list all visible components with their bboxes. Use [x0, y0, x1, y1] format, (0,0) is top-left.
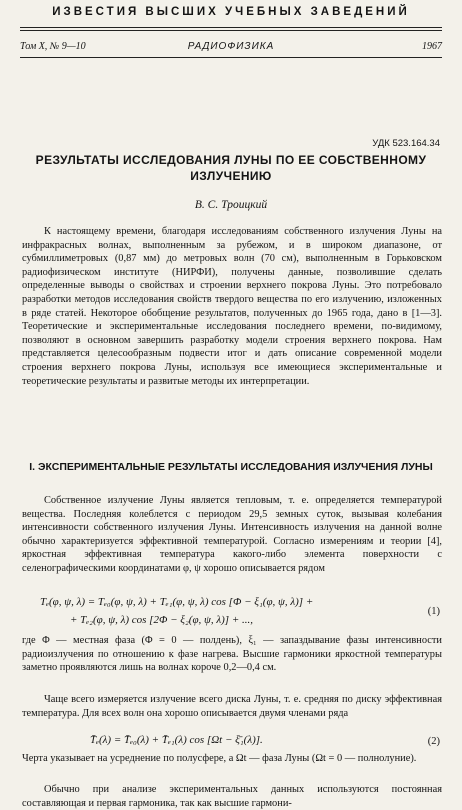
paragraph-2: где Φ — местная фаза (Φ = 0 — полдень), ξ₁ — запаздывание фазы интенсивности радиоизлучения по отношению к фазе нагрева. Высшие гармоники яркостной температуры заметно проявляются лишь на волнах короче 0,2—0,4 см.: [22, 635, 442, 674]
article-author: В. С. Троицкий: [194, 199, 268, 211]
paragraph-3: Чаще всего измеряется излучение всего диска Луны, т. е. средняя по диску эффективная температура. Для всех волн она хорошо описывается двумя членами ряда: [22, 694, 442, 719]
article-title: РЕЗУЛЬТАТЫ ИССЛЕДОВАНИЯ ЛУНЫ ПО ЕЕ СОБСТВЕННОМУ ИЗЛУЧЕНИЮ: [35, 153, 427, 183]
section-heading: I. ЭКСПЕРИМЕНТАЛЬНЫЕ РЕЗУЛЬТАТЫ ИССЛЕДОВАНИЯ ИЗЛУЧЕНИЯ ЛУНЫ: [29, 461, 433, 473]
equation-2: T̄ₑ(λ) = T̄ₑ₀(λ) + T̄ₑ₁(λ) cos [Ωt − ξ̄₁(λ)].: [90, 734, 263, 746]
udk-code: УДК 523.164.34: [372, 138, 440, 149]
journal-title: ИЗВЕСТИЯ ВЫСШИХ УЧЕБНЫХ ЗАВЕДЕНИЙ: [52, 6, 410, 18]
paragraph-1: Собственное излучение Луны является тепловым, т. е. определяется температурой вещества. Последняя колеблется с периодом 29,5 земных суток, вызывая колебания интенсивности собственного излучения Луны. Интенсивность излучения на данной волне обычно характеризуется эффективной температурой. Согласно измерениям и теории [4], яркостная эффективная температура какого-либо элемента поверхности с селенографическими координатами φ, ψ хорошо описывается рядом: [22, 495, 442, 574]
equation-1-line-2: + Tₑ₂(φ, ψ, λ) cos [2Φ − ξ₂(φ, ψ, λ)] + ...,: [70, 614, 253, 626]
equation-2-number: (2): [427, 736, 440, 747]
header-rule-bottom: [20, 57, 442, 58]
header-rule-top: [20, 27, 442, 28]
running-header: [20, 41, 442, 55]
equation-1-number: (1): [427, 606, 440, 617]
header-rule-inner: [20, 30, 442, 31]
volume-issue: Том X, № 9—10: [20, 41, 86, 52]
paragraph-5: Обычно при анализе экспериментальных данных используются постоянная составляющая и первая гармоника, так как высшие гармони-: [22, 784, 442, 809]
equation-1-line-1: Tₑ(φ, ψ, λ) = Tₑ₀(φ, ψ, λ) + Tₑ₁(φ, ψ, λ) cos [Φ − ξ₁(φ, ψ, λ)] +: [40, 596, 314, 608]
publication-year: 1967: [422, 41, 442, 52]
paragraph-4: Черта указывает на усреднение по полусфере, а Ωt — фаза Луны (Ωt = 0 — полнолуние).: [22, 753, 417, 764]
journal-subject: РАДИОФИЗИКА: [187, 41, 275, 52]
abstract-paragraph: К настоящему времени, благодаря исследованиям собственного излучения Луны на инфракрасных волнах, выполненным за рубежом, и в широком диапазоне, от субмиллиметровых (0,87 мм) до метровых волн (70 см), выполненным в Горьковском радиофизическом институте (НИРФИ), получены данные, позволившие сделать определенные выводы о свойствах и строении верхнего покрова Луны. Это потребовало разработки методов исследования свойств твердого вещества по его излучению, изложенных в ряде статей. Некоторое обобщение результатов, полученных до 1965 года, дано в [1—3]. Теоретические и экспериментальные исследования последнего времени, по-видимому, позволяют в основном завершить разработку модели строения верхнего покрова. Нам представляется целесообразным подвести итог и дать описание современной модели строения верхнего покрова Луны, используя все имеющиеся экспериментальные и теоретические результаты и развитые методы их интерпретации.: [22, 226, 442, 387]
